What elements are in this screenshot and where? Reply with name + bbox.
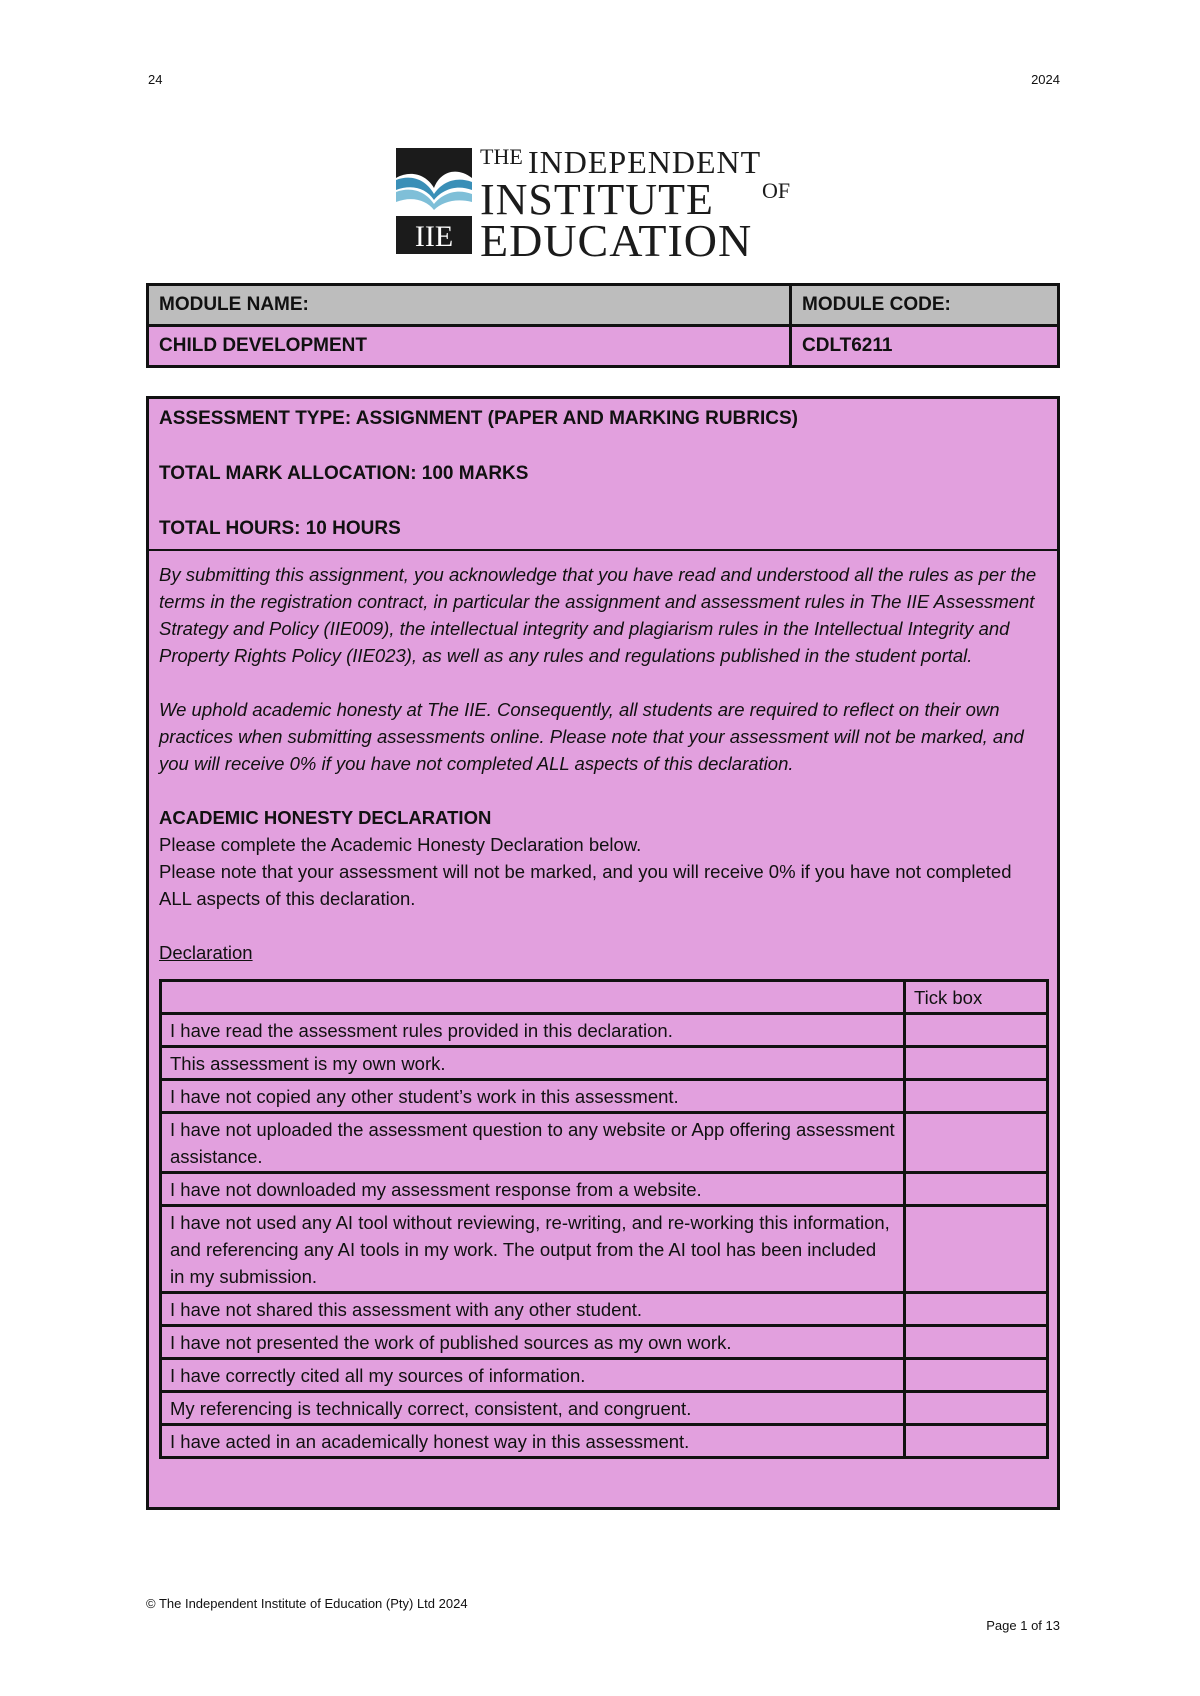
tick-box[interactable] <box>905 1206 1048 1293</box>
tick-box[interactable] <box>905 1080 1048 1113</box>
declaration-row <box>161 1326 1048 1359</box>
tick-box[interactable] <box>905 1392 1048 1425</box>
tick-box[interactable] <box>905 1326 1048 1359</box>
declaration-row <box>161 1113 1048 1173</box>
honesty-instruction: Please complete the Academic Honesty Declaration below. <box>159 834 642 855</box>
logo-text-institute: INSTITUTE <box>480 175 714 224</box>
declaration-statement: My referencing is technically correct, consistent, and congruent. <box>161 1392 905 1425</box>
module-name-label: MODULE NAME: <box>148 285 791 326</box>
tick-box-header: Tick box <box>905 981 1048 1014</box>
assessment-instructions <box>149 551 1057 1459</box>
declaration-row <box>161 1014 1048 1047</box>
page-number: Page 1 of 13 <box>986 1618 1060 1633</box>
module-info-table <box>146 283 1060 368</box>
copyright-notice: © The Independent Institute of Education (Pty) Ltd 2024 <box>146 1596 468 1611</box>
iie-emblem-icon <box>396 144 472 256</box>
declaration-header-row <box>161 981 1048 1014</box>
honesty-paragraph: We uphold academic honesty at The IIE. Consequently, all students are required to reflect on their own practices when submitting assessments online. Please note that your assessment will not be marked, and you will receive 0% if you have not completed ALL aspects of this declaration. <box>159 699 1024 774</box>
assessment-summary <box>149 399 1057 551</box>
total-marks: TOTAL MARK ALLOCATION: 100 MARKS <box>159 463 529 484</box>
svg-text:IIE: IIE <box>414 220 454 253</box>
declaration-row <box>161 1293 1048 1326</box>
tick-box[interactable] <box>905 1014 1048 1047</box>
declaration-statement: I have not presented the work of published sources as my own work. <box>161 1326 905 1359</box>
tick-box[interactable] <box>905 1293 1048 1326</box>
tick-box[interactable] <box>905 1173 1048 1206</box>
declaration-heading: Declaration <box>159 942 253 963</box>
declaration-statement: I have not used any AI tool without reviewing, re-writing, and re-working this information, and referencing any AI tools in my work. The output from the AI tool has been included in my submission. <box>161 1206 905 1293</box>
tick-box[interactable] <box>905 1047 1048 1080</box>
declaration-statement: I have acted in an academically honest way in this assessment. <box>161 1425 905 1458</box>
declaration-row <box>161 1359 1048 1392</box>
honesty-warning: Please note that your assessment will not be marked, and you will receive 0% if you have not completed ALL aspects of this declaration. <box>159 861 1012 909</box>
module-name-value: CHILD DEVELOPMENT <box>148 326 791 367</box>
declaration-statement: I have not shared this assessment with any other student. <box>161 1293 905 1326</box>
declaration-statement: I have not downloaded my assessment response from a website. <box>161 1173 905 1206</box>
tick-box[interactable] <box>905 1113 1048 1173</box>
total-hours: TOTAL HOURS: 10 HOURS <box>159 518 401 539</box>
declaration-row <box>161 1173 1048 1206</box>
declaration-statement: I have not copied any other student’s work in this assessment. <box>161 1080 905 1113</box>
declaration-row <box>161 1392 1048 1425</box>
declaration-row <box>161 1080 1048 1113</box>
declaration-header-blank <box>161 981 905 1014</box>
logo-text-of: OF <box>762 178 791 203</box>
declaration-statement: This assessment is my own work. <box>161 1047 905 1080</box>
declaration-row <box>161 1047 1048 1080</box>
declaration-table <box>159 979 1049 1459</box>
acknowledgement-paragraph: By submitting this assignment, you acknowledge that you have read and understood all the rules as per the terms in the registration contract, in particular the assignment and assessment rules in The IIE Assessment Strategy and Policy (IIE009), the intellectual integrity and plagiarism rules in the Intellectual Integrity and Property Rights Policy (IIE023), as well as any rules and regulations published in the student portal. <box>159 564 1037 666</box>
tick-box[interactable] <box>905 1425 1048 1458</box>
declaration-statement: I have correctly cited all my sources of information. <box>161 1359 905 1392</box>
tick-box[interactable] <box>905 1359 1048 1392</box>
logo-text-education: EDUCATION <box>480 215 753 266</box>
header-left-text: 24 <box>148 72 163 87</box>
logo-text-independent: INDEPENDENT <box>528 144 762 180</box>
module-code-label: MODULE CODE: <box>791 285 1059 326</box>
module-code-value: CDLT6211 <box>791 326 1059 367</box>
declaration-row <box>161 1206 1048 1293</box>
declaration-statement: I have read the assessment rules provided in this declaration. <box>161 1014 905 1047</box>
logo-text-the: THE <box>480 144 523 169</box>
honesty-declaration-heading: ACADEMIC HONESTY DECLARATION <box>159 807 492 828</box>
declaration-statement: I have not uploaded the assessment question to any website or App offering assessment assistance. <box>161 1113 905 1173</box>
declaration-row <box>161 1425 1048 1458</box>
iie-logo <box>396 144 806 266</box>
header-year: 2024 <box>1031 72 1060 87</box>
assessment-box <box>146 396 1060 1510</box>
assessment-type: ASSESSMENT TYPE: ASSIGNMENT (PAPER AND MARKING RUBRICS) <box>159 408 798 429</box>
